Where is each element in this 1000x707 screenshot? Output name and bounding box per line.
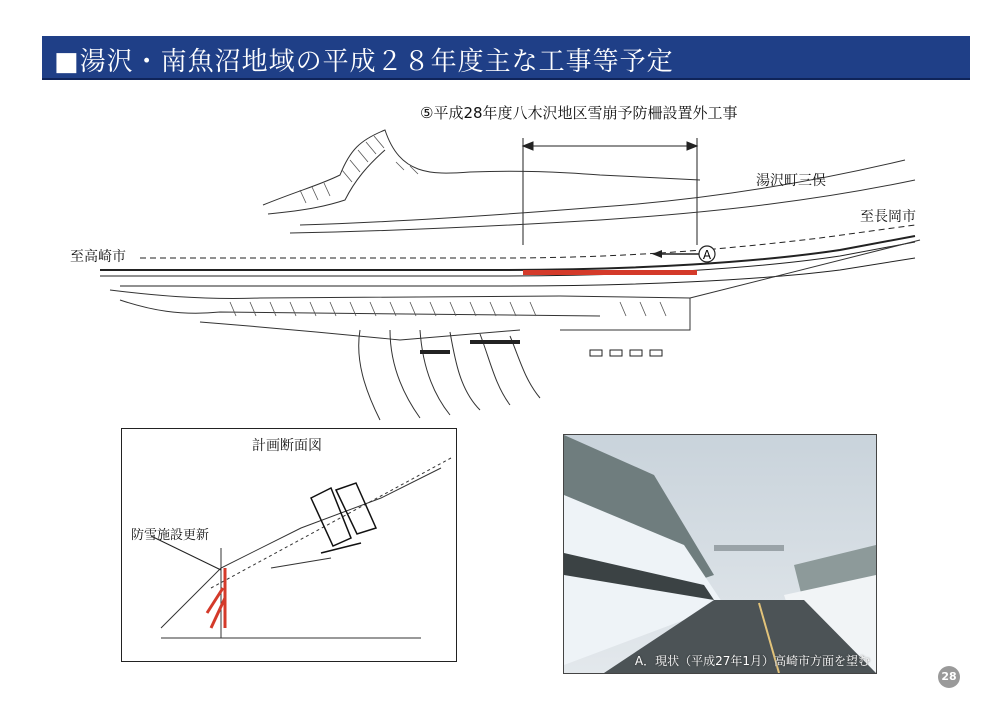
dimension-line: [523, 138, 697, 245]
facility-red-marks: [207, 568, 225, 628]
label-takasaki: 至高崎市: [70, 249, 126, 265]
site-photo: [563, 434, 877, 674]
page-title: ■湯沢・南魚沼地域の平成２８年度主な工事等予定: [54, 47, 674, 77]
construction-section: [523, 270, 697, 275]
marker-a: A: [702, 248, 712, 262]
section-title: 計画断面図: [252, 438, 322, 454]
main-road: [100, 225, 915, 286]
structures: [420, 340, 662, 356]
lower-slope: [110, 240, 920, 420]
page-number: 28: [938, 666, 960, 688]
label-nagaoka: 至長岡市: [860, 209, 916, 225]
upper-hatch: [300, 136, 418, 203]
photo-caption: A．現状（平成27年1月）高崎市方面を望む: [634, 654, 870, 668]
snow-fence: [311, 483, 376, 553]
label-yuzawa: 湯沢町三俣: [756, 173, 826, 189]
plan-title: ⑤平成28年度八木沢地区雪崩予防柵設置外工事: [420, 104, 738, 122]
section-drawing: [121, 428, 455, 660]
view-arrow: [652, 246, 715, 262]
facility-label: 防雪施設更新: [131, 528, 210, 543]
photo-illustration: [564, 435, 876, 673]
